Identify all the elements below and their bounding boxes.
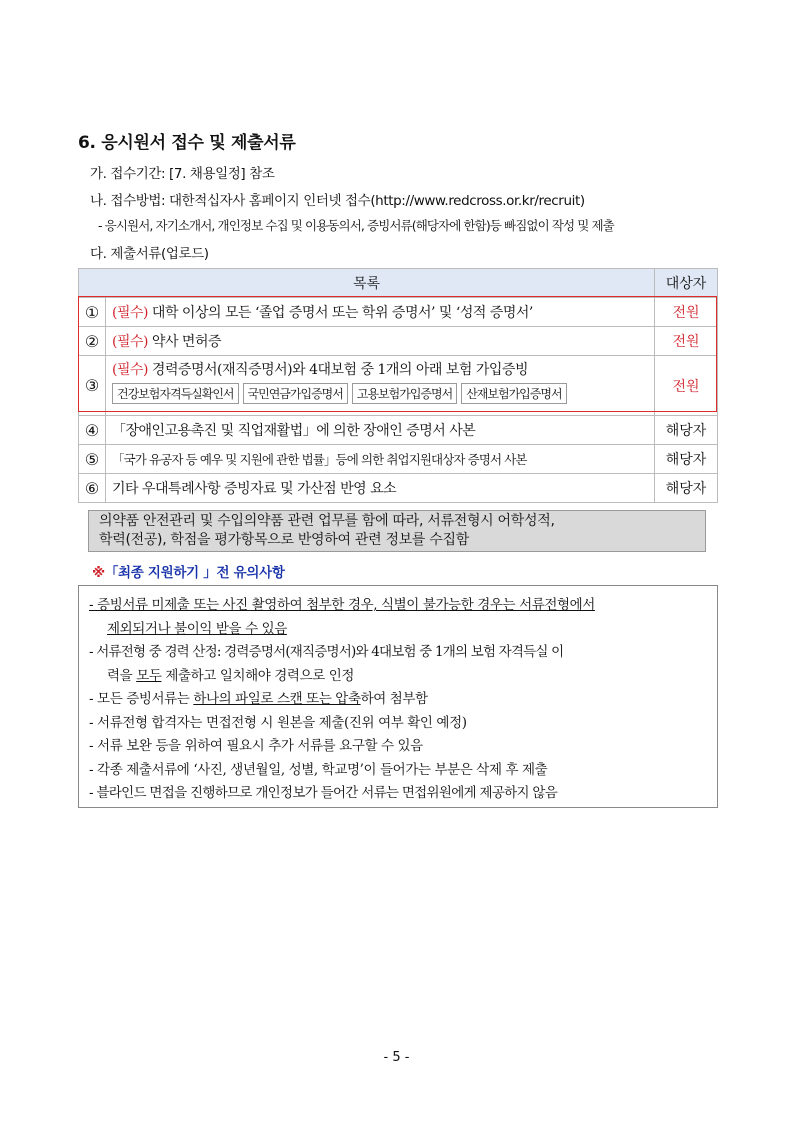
application-period-line: 가. 접수기간: [7. 채용일정] 참조 [90, 166, 275, 182]
row-number: ③ [79, 356, 106, 416]
note-text: - 모든 증빙서류는 [89, 691, 194, 707]
insurance-item: 건강보험자격득실확인서 [112, 383, 239, 404]
row-target: 해당자 [655, 445, 718, 474]
documents-table [78, 268, 718, 503]
table-row [79, 327, 718, 356]
application-method-line: 나. 접수방법: 대한적십자사 홈페이지 인터넷 접수(http://www.redcross.or.kr/recruit) [90, 193, 585, 209]
row-number: ② [79, 327, 106, 356]
row-target: 전원 [655, 327, 718, 356]
insurance-subitems [112, 383, 654, 404]
row-content: 「국가 유공자 등 예우 및 지원에 관한 법률」등에 의한 취업지원대상자 증명서 사본 [106, 445, 655, 474]
note-item [89, 665, 707, 689]
note-emphasis: 모두 [136, 667, 162, 684]
row-text: 경력증명서(재직증명서)와 4대보험 중 1개의 아래 보험 가입증빙 [147, 362, 528, 378]
insurance-item: 산재보험가입증명서 [461, 383, 566, 404]
note-item [89, 594, 707, 618]
row-number: ④ [79, 416, 106, 445]
row-content [106, 327, 655, 356]
row-content: 「장애인고용촉진 및 직업재활법」에 의한 장애인 증명서 사본 [106, 416, 655, 445]
required-tag: (필수) [112, 362, 148, 378]
note-text: - 증빙서류 미제출 또는 사진 촬영하여 첨부한 경우, 식별이 불가능한 경우는 서류전형에서 [89, 597, 595, 613]
note-item: - 블라인드 면접을 진행하므로 개인정보가 들어간 서류는 면접위원에게 제공하지 않음 [89, 785, 558, 801]
note-text: 제외되거나 불이익 받을 수 있음 [107, 620, 287, 637]
privacy-notice-line: 학력(전공), 학점을 평가항목으로 반영하여 관련 정보를 수집함 [99, 532, 469, 548]
notice-heading-text: 「최종 지원하기 」전 유의사항 [104, 565, 285, 581]
privacy-notice-box [88, 510, 706, 552]
row-content [106, 298, 655, 327]
row-content [106, 356, 655, 416]
note-text: 력을 [107, 667, 137, 684]
note-text: 하여 첨부함 [360, 691, 428, 707]
row-target: 전원 [655, 298, 718, 327]
note-item: - 각종 제출서류에 ‘사진, 생년월일, 성별, 학교명’이 들어가는 부분은 삭제 후 제출 [89, 761, 548, 778]
note-item: - 서류전형 중 경력 산정: 경력증명서(재직증명서)와 4대보험 중 1개의 보험 자격득실 이 [89, 644, 564, 660]
table-row [79, 298, 718, 327]
row-text: 약사 면허증 [147, 334, 222, 350]
privacy-notice-line: 의약품 안전관리 및 수입의약품 관련 업무를 함에 따라, 서류전형시 어학성적, [99, 513, 555, 529]
table-header-row [79, 269, 718, 298]
row-number: ① [79, 298, 106, 327]
row-content: 기타 우대특례사항 증빙자료 및 가산점 반영 요소 [106, 474, 655, 503]
notice-heading [92, 561, 285, 581]
row-target: 해당자 [655, 416, 718, 445]
insurance-item: 국민연금가입증명서 [243, 383, 348, 404]
reference-mark-icon: ※ [92, 565, 105, 581]
row-target: 전원 [655, 356, 718, 416]
note-item [89, 618, 707, 642]
notes-box [78, 585, 718, 808]
row-number: ⑥ [79, 474, 106, 503]
table-row [79, 474, 718, 503]
note-item [89, 688, 707, 712]
insurance-item: 고용보험가입증명서 [352, 383, 457, 404]
row-target: 해당자 [655, 474, 718, 503]
section-title: 6. 응시원서 접수 및 제출서류 [78, 133, 296, 153]
header-target: 대상자 [655, 269, 718, 298]
application-requirements-line: - 응시원서, 자기소개서, 개인정보 수집 및 이용동의서, 증빙서류(해당자에 한함)등 빠짐없이 작성 및 제출 [98, 218, 614, 233]
table-row [79, 416, 718, 445]
row-text: 대학 이상의 모든 ‘졸업 증명서 또는 학위 증명서’ 및 ‘성적 증명서’ [147, 305, 533, 321]
required-tag: (필수) [112, 334, 148, 350]
table-row [79, 356, 718, 416]
note-item: - 서류 보완 등을 위하여 필요시 추가 서류를 요구할 수 있음 [89, 738, 423, 754]
note-text: 제출하고 일치해야 경력으로 인정 [161, 667, 355, 684]
note-emphasis: 하나의 파일로 스캔 또는 압축 [193, 691, 361, 707]
required-tag: (필수) [112, 305, 148, 321]
page-number: - 5 - [383, 1050, 410, 1065]
header-list: 목록 [79, 269, 655, 298]
table-row [79, 445, 718, 474]
row-number: ⑤ [79, 445, 106, 474]
note-item: - 서류전형 합격자는 면접전형 시 원본을 제출(진위 여부 확인 예정) [89, 714, 467, 731]
submission-documents-line: 다. 제출서류(업로드) [90, 246, 209, 262]
